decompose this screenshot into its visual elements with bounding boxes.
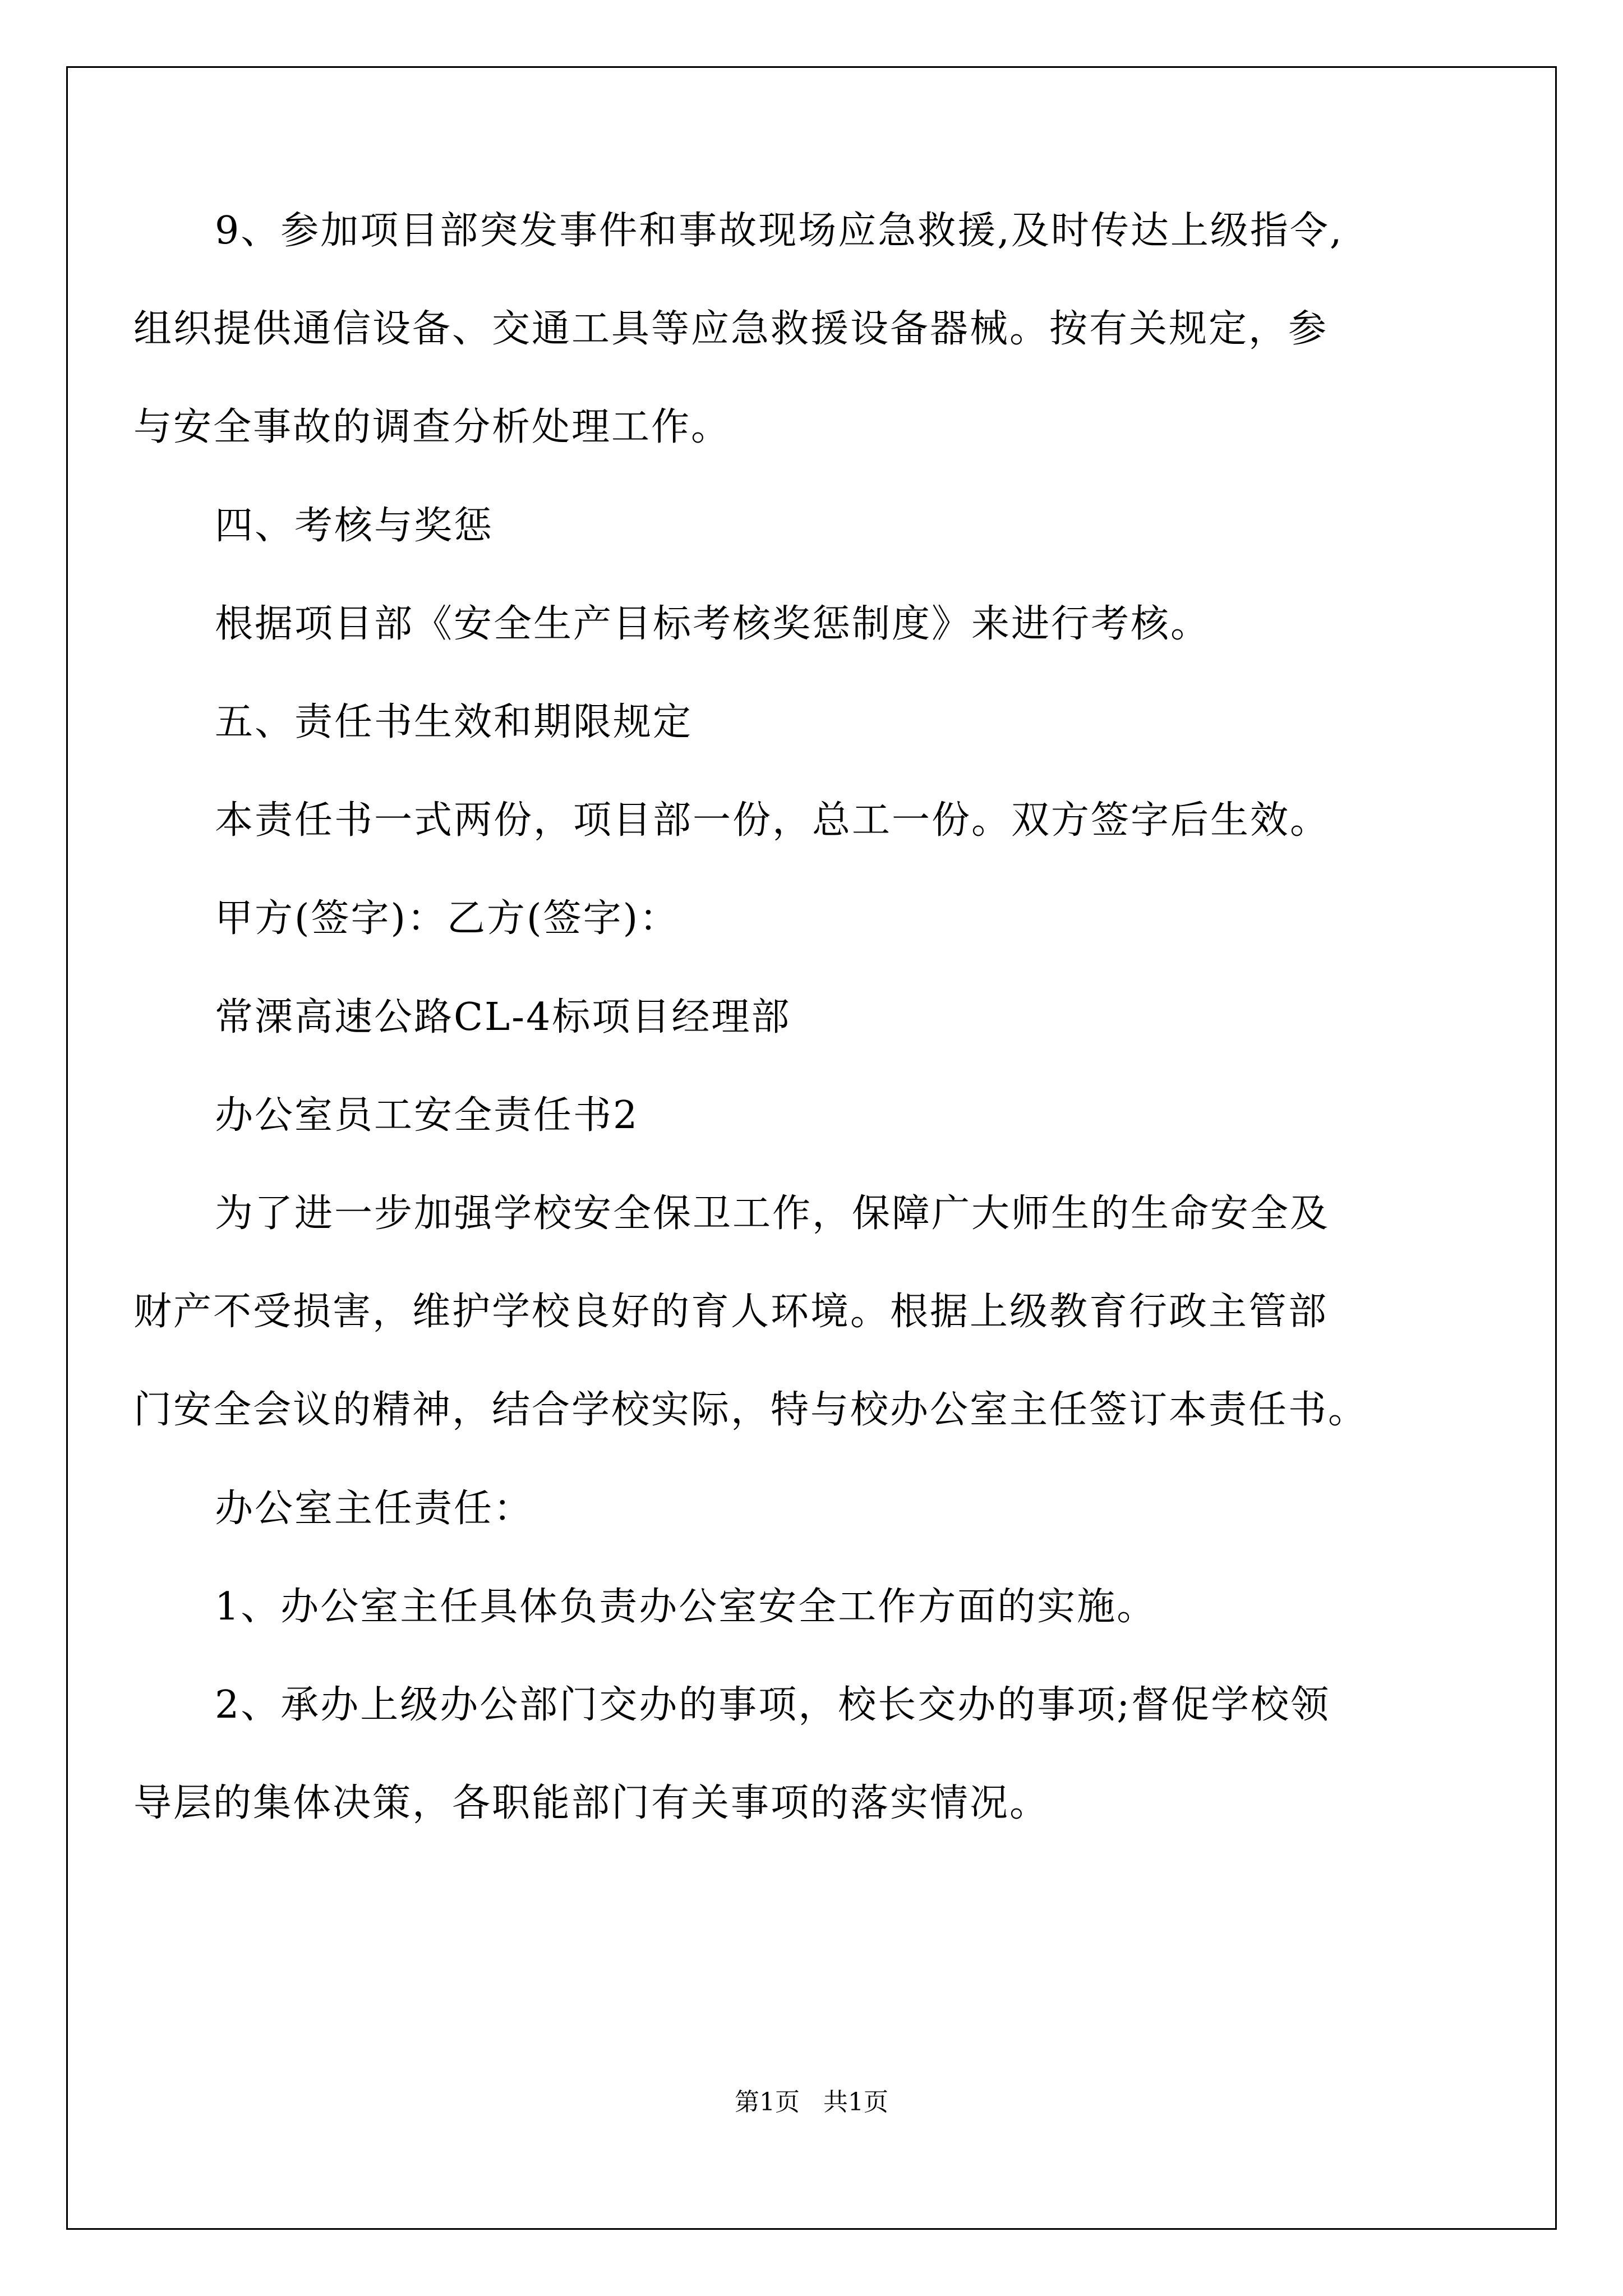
text-line: 本责任书一式两份，项目部一份，总工一份。双方签字后生效。: [215, 798, 1330, 843]
text-line: 四、考核与奖惩: [215, 504, 494, 548]
text-line: 门安全会议的精神，结合学校实际，特与校办公室主任签订本责任书。: [133, 1388, 1368, 1432]
text-line: 办公室员工安全责任书2: [215, 1093, 639, 1138]
text-line: 2、承办上级办公部门交办的事项，校长交办的事项;督促学校领: [215, 1683, 1331, 1727]
page-total: 共1页: [823, 2088, 888, 2116]
text-line: 与安全事故的调查分析处理工作。: [133, 405, 731, 449]
text-line: 组织提供通信设备、交通工具等应急救援设备器械。按有关规定，参: [133, 307, 1329, 351]
text-line: 为了进一步加强学校安全保卫工作，保障广大师生的生命安全及: [215, 1191, 1330, 1236]
text-line: 9、参加项目部突发事件和事故现场应急救援,及时传达上级指令,: [215, 209, 1344, 253]
text-line: 常溧高速公路CL-4标项目经理部: [215, 995, 791, 1039]
text-line: 五、责任书生效和期限规定: [215, 700, 693, 744]
text-line: 导层的集体决策，各职能部门有关事项的落实情况。: [133, 1781, 1050, 1825]
text-line: 办公室主任责任：: [215, 1487, 534, 1531]
text-line: 1、办公室主任具体负责办公室安全工作方面的实施。: [215, 1585, 1157, 1629]
text-line: 财产不受损害，维护学校良好的育人环境。根据上级教育行政主管部: [133, 1290, 1329, 1334]
page-footer: [0, 2087, 1623, 2118]
text-line: 甲方(签字)：乙方(签字)：: [215, 896, 680, 941]
page-number: 第1页: [735, 2088, 800, 2116]
text-line: 根据项目部《安全生产目标考核奖惩制度》来进行考核。: [215, 602, 1211, 646]
page-border: [66, 66, 1557, 2230]
